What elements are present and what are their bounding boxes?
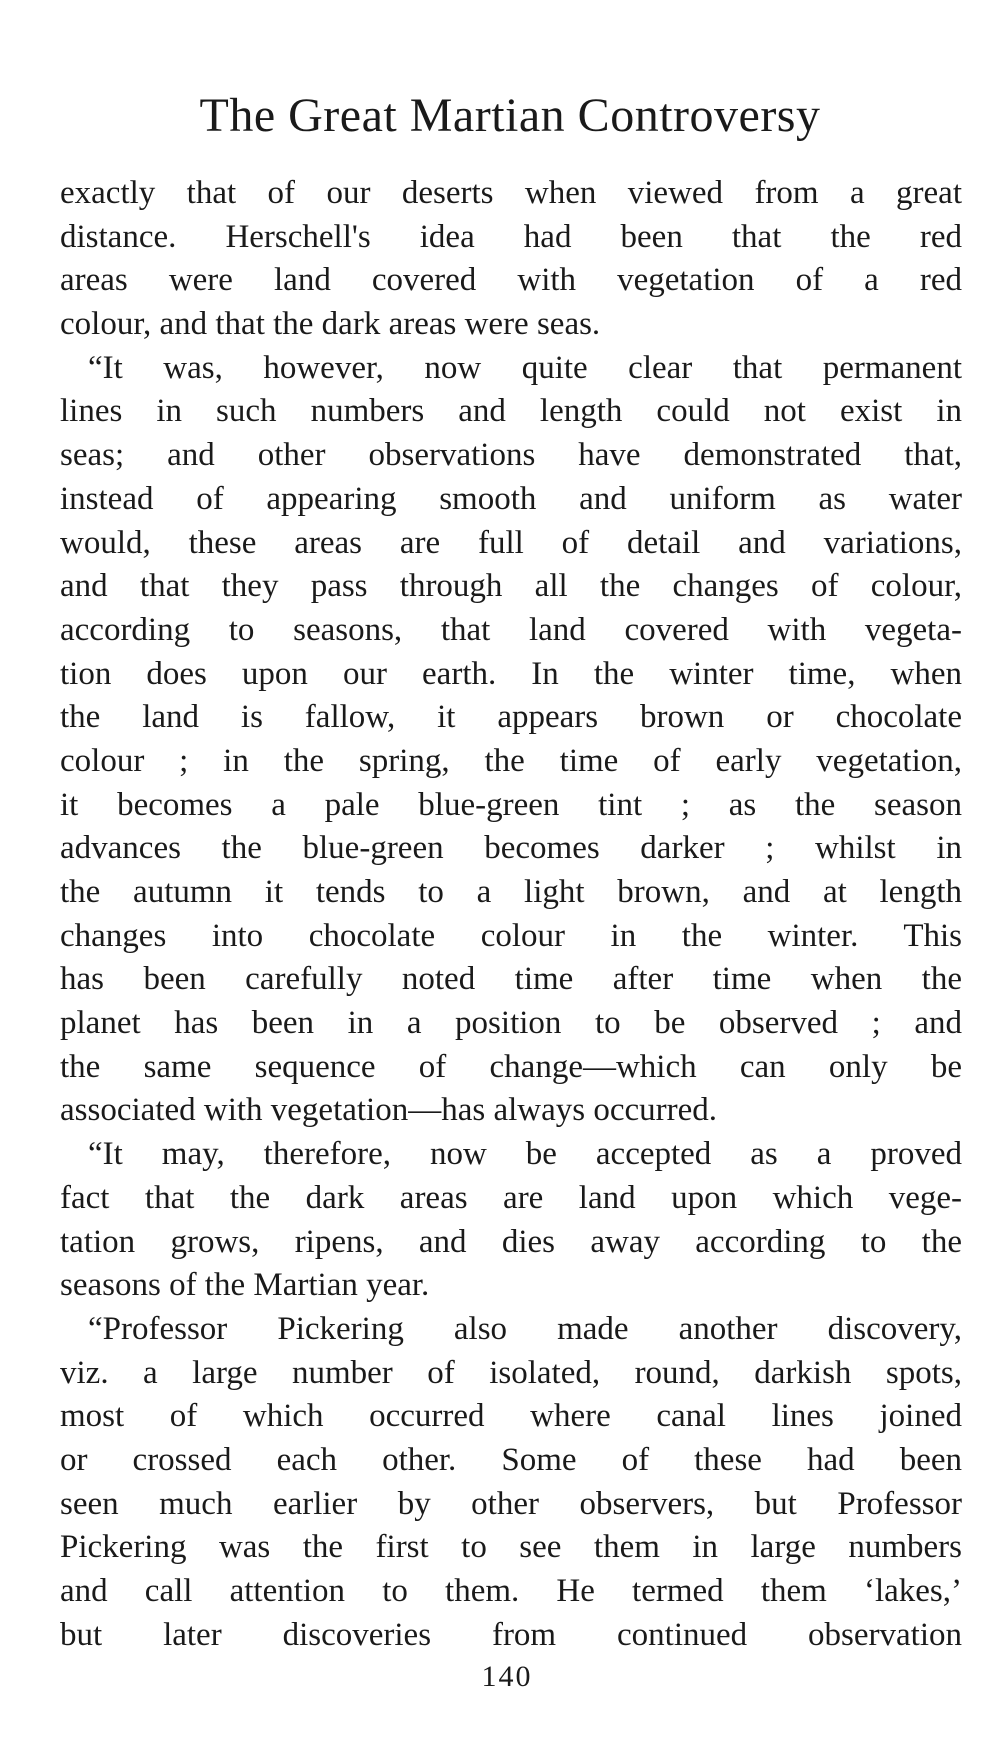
text-line: fact that the dark areas are land upon which vege-: [60, 1179, 962, 1216]
text-line: it becomes a pale blue-green tint ; as the season: [60, 786, 962, 823]
page-number: 140: [481, 1660, 533, 1693]
text-line: tion does upon our earth. In the winter time, when: [60, 655, 962, 692]
text-line: planet has been in a position to be observed ; and: [60, 1005, 962, 1042]
text-line: or crossed each other. Some of these had been: [60, 1441, 962, 1478]
text-line: and that they pass through all the changes of colour,: [60, 568, 962, 605]
text-line: colour, and that the dark areas were seas.: [60, 306, 601, 343]
text-line: exactly that of our deserts when viewed from a great: [60, 175, 962, 211]
text-line: according to seasons, that land covered with vegeta-: [60, 611, 962, 648]
text-line: seas; and other observations have demonstrated that,: [60, 437, 962, 474]
text-line: “It was, however, now quite clear that permanent: [88, 349, 962, 386]
text-line: seasons of the Martian year.: [60, 1267, 430, 1304]
text-line: the same sequence of change—which can only be: [60, 1048, 962, 1085]
text-line: but later discoveries from continued observation: [60, 1616, 962, 1653]
text-line: colour ; in the spring, the time of early vegetation,: [60, 742, 962, 779]
text-line: tation grows, ripens, and dies away according to the: [60, 1223, 962, 1260]
text-line: advances the blue-green becomes darker ; whilst in: [60, 830, 962, 867]
text-line: and call attention to them. He termed them ‘lakes,’: [60, 1573, 962, 1609]
text-line: changes into chocolate colour in the winter. This: [60, 917, 962, 954]
running-head: The Great Martian Controversy: [199, 89, 821, 142]
text-line: Pickering was the first to see them in large numbers: [60, 1529, 962, 1566]
text-line: would, these areas are full of detail and variations,: [60, 524, 962, 561]
text-line: most of which occurred where canal lines joined: [60, 1398, 962, 1435]
text-line: associated with vegetation—has always occurred.: [60, 1092, 718, 1129]
text-line: has been carefully noted time after time when the: [60, 961, 962, 998]
text-line: lines in such numbers and length could not exist in: [60, 393, 962, 430]
text-line: seen much earlier by other observers, but Professor: [60, 1485, 962, 1522]
text-line: the autumn it tends to a light brown, and at length: [60, 874, 962, 910]
text-line: distance. Herschell's idea had been that the red: [60, 218, 962, 255]
body-text: [60, 172, 962, 1657]
text-line: the land is fallow, it appears brown or chocolate: [60, 699, 962, 736]
text-line: “Professor Pickering also made another discovery,: [88, 1310, 962, 1347]
text-line: “It may, therefore, now be accepted as a proved: [88, 1136, 962, 1173]
text-line: viz. a large number of isolated, round, darkish spots,: [60, 1354, 962, 1391]
text-line: instead of appearing smooth and uniform as water: [60, 480, 962, 517]
text-line: areas were land covered with vegetation of a red: [60, 262, 962, 299]
